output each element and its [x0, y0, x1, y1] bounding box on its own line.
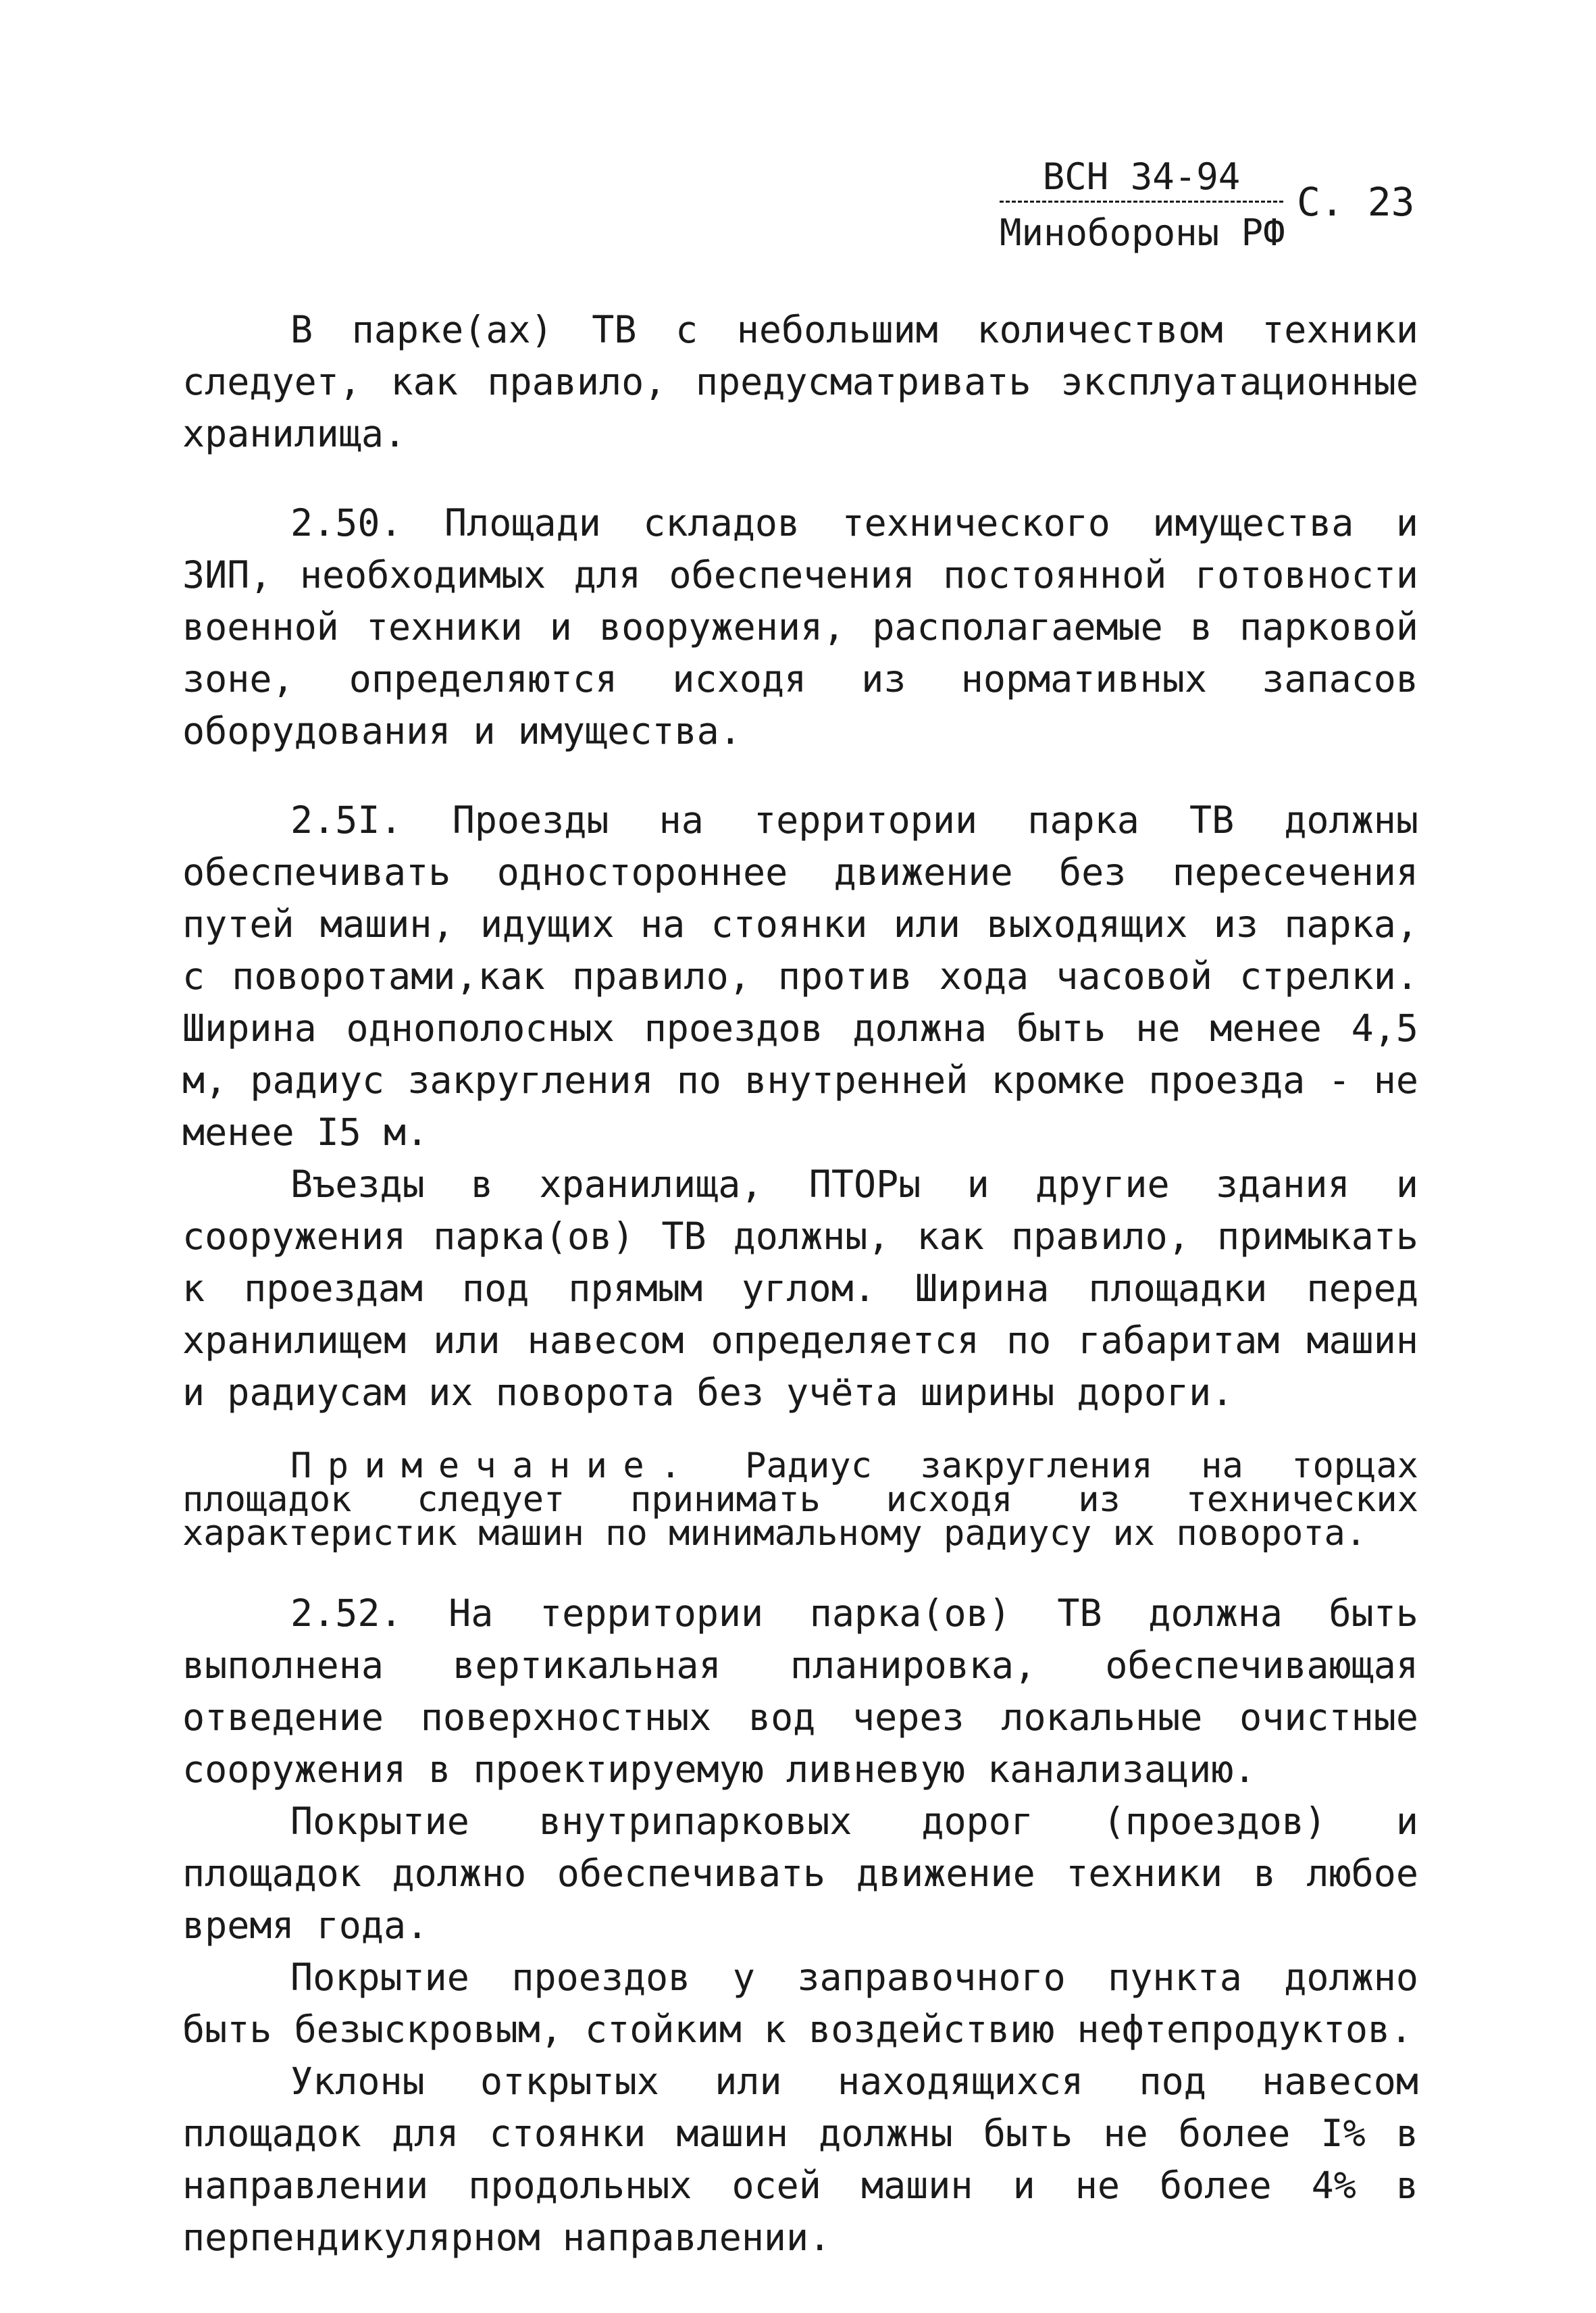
note-text: Радиус закругления на торцах площадок следует принимать исходя из технических характеристик машин по минимальному радиусу их поворота.	[182, 1446, 1418, 1554]
paragraph-storage: В парке(ах) ТВ с небольшим количеством техники следует, как правило, предусматривать эксплуатационные хранилища.	[182, 308, 1418, 455]
note-label: Примечание.	[290, 1446, 697, 1486]
paragraph-fuel-point: Покрытие проездов у заправочного пункта должно быть безыскровым, стойким к воздействию нефтепродуктов.	[182, 1956, 1418, 2051]
page-header	[1000, 155, 1472, 267]
organization-name: Минобороны РФ	[1000, 211, 1285, 254]
paragraph-2-52: 2.52. На территории парка(ов) ТВ должна быть выполнена вертикальная планировка, обеспечивающая отведение поверхностных вод через локальные очистные сооружения в проектируемую ливневую канализацию.	[182, 1592, 1418, 1791]
page-number: С. 23	[1297, 179, 1415, 225]
document-code: ВСН 34-94	[1000, 159, 1283, 203]
document-body	[182, 304, 1418, 2264]
paragraph-2-50: 2.50. Площади складов технического имущества и ЗИП, необходимых для обеспечения постоянной готовности военной техники и вооружения, располагаемые в парковой зоне, определяются исходя из нормативных запасов оборудования и имущества.	[182, 501, 1418, 753]
paragraph-entrances: Въезды в хранилища, ПТОРы и другие здания и сооружения парка(ов) ТВ должны, как правило, примыкать к проездам под прямым углом. Ширина площадки перед хранилищем или навесом определяется по габаритам машин и радиусам их поворота без учёта ширины дороги.	[182, 1163, 1418, 1414]
paragraph-road-surface: Покрытие внутрипарковых дорог (проездов) и площадок должно обеспечивать движение техники в любое время года.	[182, 1800, 1418, 1947]
note-block	[182, 1446, 1418, 1554]
paragraph-2-51: 2.5I. Проезды на территории парка ТВ должны обеспечивать одностороннее движение без пересечения путей машин, идущих на стоянки или выходящих из парка, с поворотами,как правило, против хода часовой стрелки. Ширина однополосных проездов должна быть не менее 4,5 м, радиус закругления по внутренней кромке проезда - не менее I5 м.	[182, 798, 1418, 1154]
paragraph-slopes: Уклоны открытых или находящихся под навесом площадок для стоянки машин должны быть не более I% в направлении продольных осей машин и не более 4% в перпендикулярном направлении.	[182, 2060, 1418, 2259]
